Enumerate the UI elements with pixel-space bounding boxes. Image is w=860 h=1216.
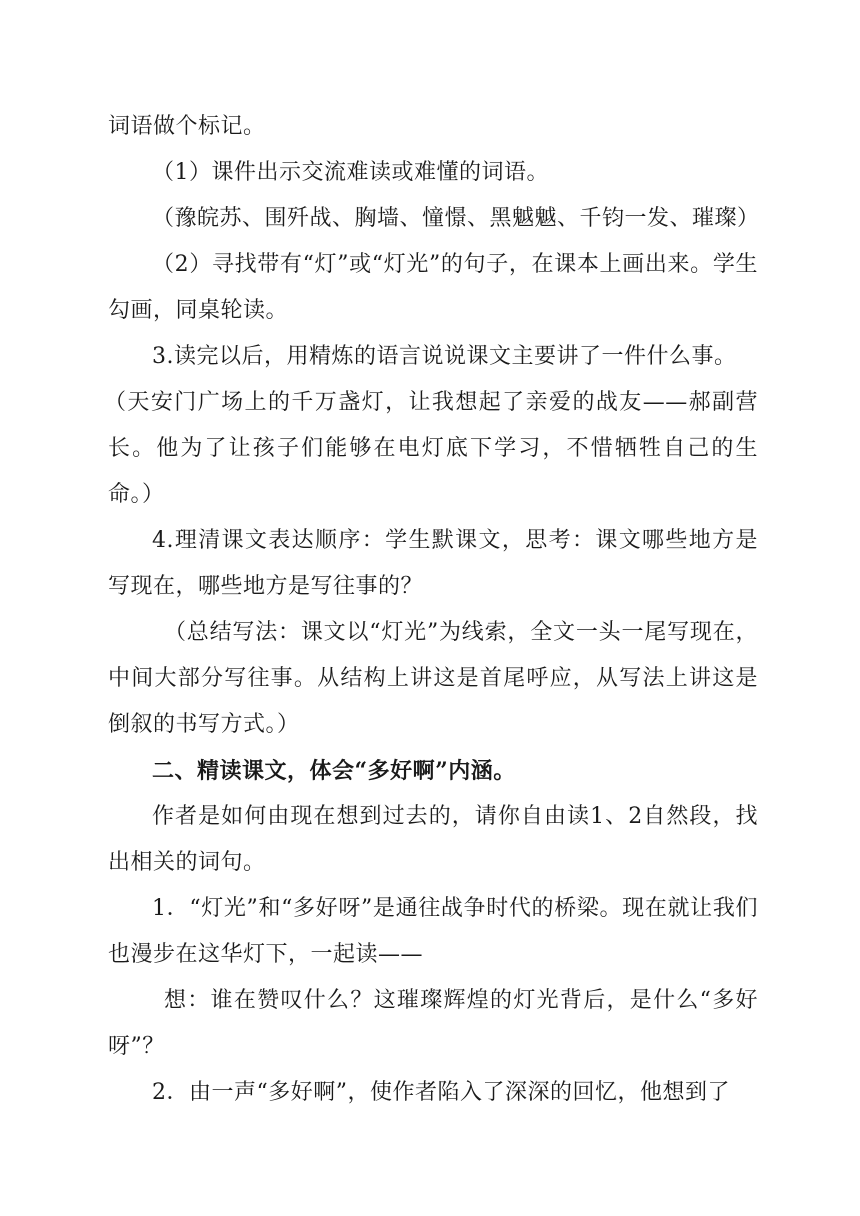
paragraph-difficult-words: （1）课件出示交流难读或难懂的词语。 [152,160,549,185]
paragraph-point-1: 1．“灯光”和“多好呀”是通往战争时代的桥梁。现在就让我们也漫步在这华灯下，一起读—— [108,896,758,967]
paragraph-writing-method: （总结写法：课文以“灯光”为线索，全文一头一尾写现在，中间大部分写往事。从结构上讲这是首尾呼应，从写法上讲这是倒叙的书写方式。） [108,620,758,737]
document-body [104,104,760,1116]
paragraph-word-list: （豫皖苏、围歼战、胸墙、憧憬、黑魆魆、千钧一发、璀璨） [152,206,760,231]
paragraph-order-question: 4.理清课文表达顺序：学生默课文，思考：课文哪些地方是写现在，哪些地方是写往事的？ [108,528,758,599]
paragraph-point-2: 2．由一声“多好啊”，使作者陷入了深深的回忆，他想到了 [152,1080,730,1105]
paragraph-word-marking: 词语做个标记。 [108,114,266,139]
paragraph-summary-answer: （天安门广场上的千万盏灯，让我想起了亲爱的战友——郝副营长。他为了让孩子们能够在电灯底下学习，不惜牺牲自己的生命。） [104,390,758,507]
paragraph-free-reading: 作者是如何由现在想到过去的，请你自由读1、2自然段，找出相关的词句。 [108,804,758,875]
paragraph-think: 想：谁在赞叹什么？这璀璨辉煌的灯光背后，是什么“多好呀”？ [108,988,758,1059]
section-heading-close-reading: 二、精读课文，体会“多好啊”内涵。 [152,758,516,784]
paragraph-find-sentences: （2）寻找带有“灯”或“灯光”的句子，在课本上画出来。学生勾画，同桌轮读。 [108,252,758,323]
paragraph-summarize-question: 3.读完以后，用精炼的语言说说课文主要讲了一件什么事。 [152,344,737,369]
